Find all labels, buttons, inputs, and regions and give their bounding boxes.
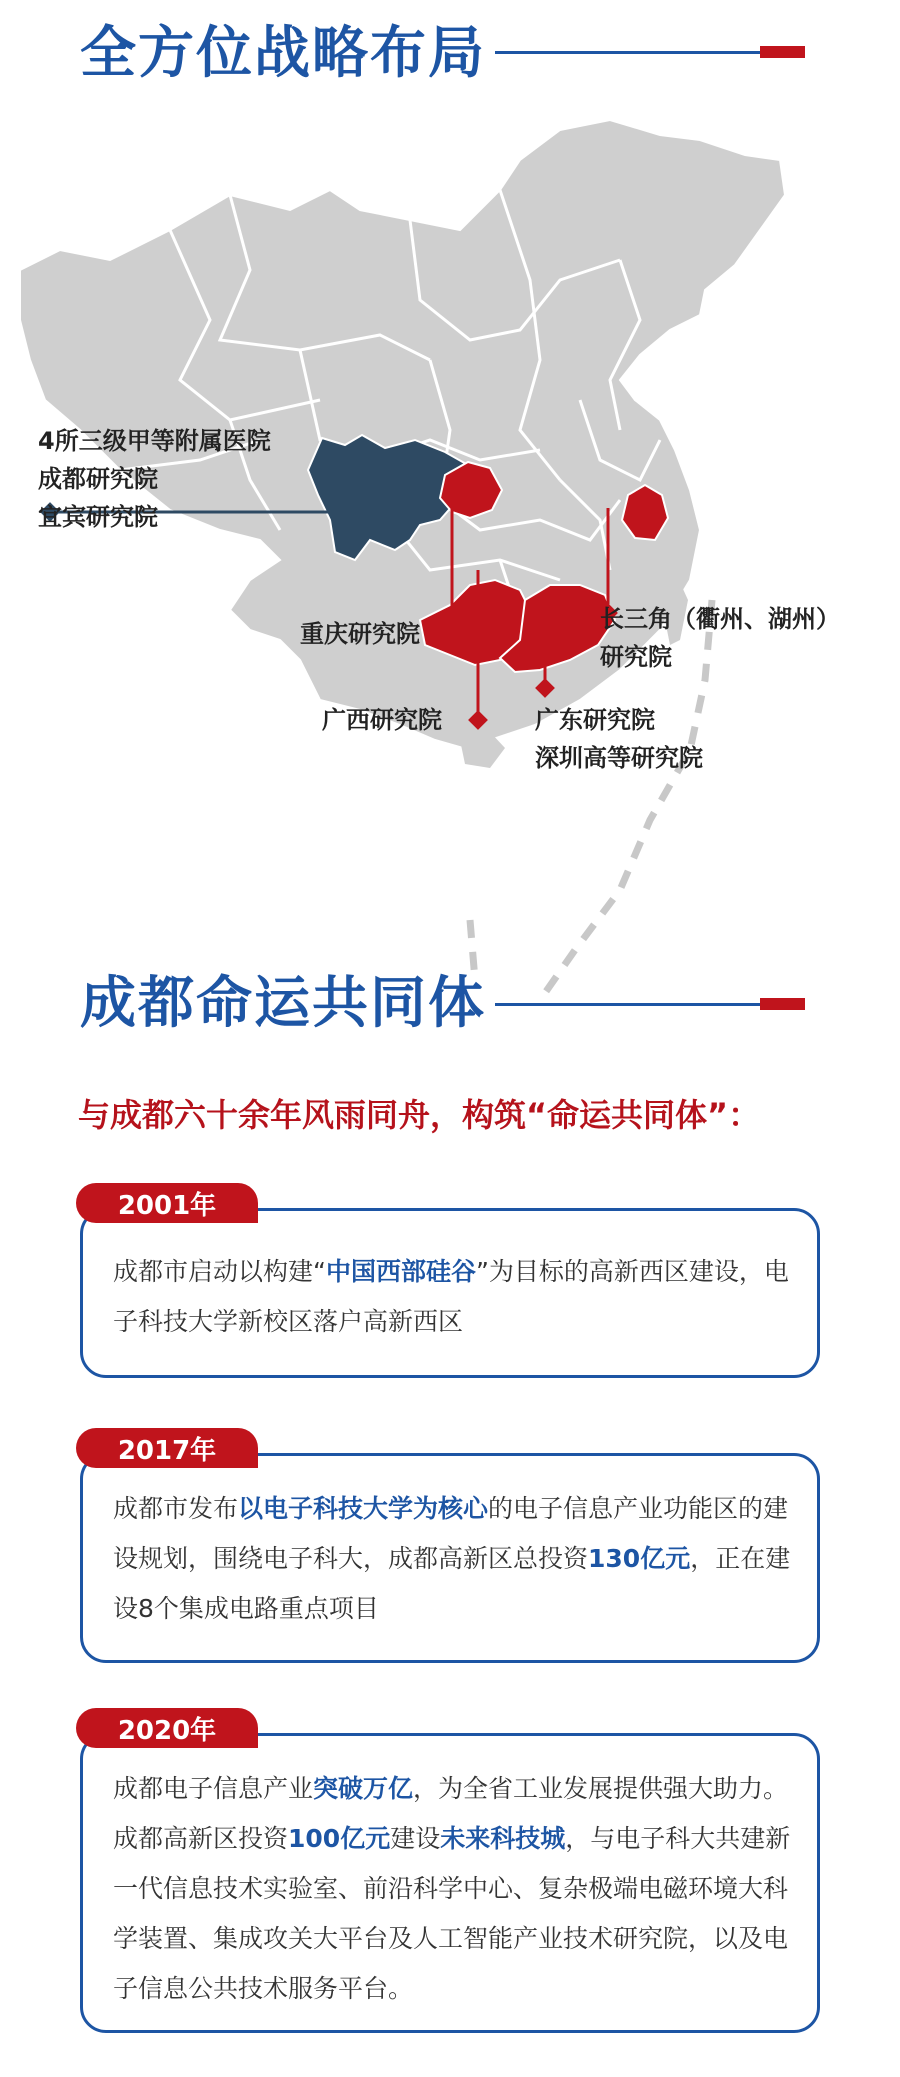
timeline-text-2017	[113, 1484, 791, 1634]
label-guangdong-line2: 深圳高等研究院	[535, 744, 703, 772]
label-guangxi-line1: 广西研究院	[322, 706, 442, 734]
year-tag-2020: 2020年	[76, 1708, 258, 1748]
text-part: ，正在建设8个集成电路重点项目	[113, 1544, 791, 1623]
title-divider-accent-2	[760, 998, 805, 1010]
year-tag-2017: 2017年	[76, 1428, 258, 1468]
title-divider-line-2	[495, 1003, 765, 1006]
china-map-svg	[0, 100, 900, 1000]
timeline-card-2020	[80, 1733, 820, 2033]
timeline-card-2001	[80, 1208, 820, 1378]
label-chengdu	[38, 422, 271, 536]
highlight-part: 以电子科技大学为核心	[238, 1494, 489, 1523]
highlight-part: 100亿元	[288, 1824, 391, 1853]
section-title-community: 成都命运共同体	[80, 971, 486, 1036]
text-part: 成都市发布	[113, 1494, 239, 1523]
label-chongqing	[300, 615, 420, 653]
title-divider-accent	[760, 46, 805, 58]
text-part: ”为目标的高新西区建设，电子科技大学新校区落户高新西区	[113, 1257, 789, 1336]
text-part: 成都市启动以构建“	[113, 1257, 326, 1286]
community-subtitle: 与成都六十余年风雨同舟，构筑“命运共同体”：	[78, 1096, 761, 1134]
label-guangdong	[535, 701, 703, 777]
label-chongqing-line1: 重庆研究院	[300, 620, 420, 648]
china-map	[0, 100, 900, 1000]
highlight-part: 中国西部硅谷	[325, 1257, 476, 1286]
label-yangtze	[600, 600, 840, 676]
label-chengdu-line1: 4所三级甲等附属医院	[38, 427, 271, 455]
text-part: 的电子信息产业功能区的建设规划，围绕电子科大，成都高新区总投资	[113, 1494, 789, 1573]
text-part: ，与电子科大共建新一代信息技术实验室、前沿科学中心、复杂极端电磁环境大科学装置、集成攻关大平台及人工智能产业技术研究院，以及电子信息公共技术服务平台。	[113, 1824, 791, 2003]
label-chengdu-line3: 宜宾研究院	[38, 503, 158, 531]
highlight-part: 130亿元	[588, 1544, 691, 1573]
label-yangtze-line1: 长三角（衢州、湖州）	[600, 605, 840, 633]
label-chengdu-line2: 成都研究院	[38, 465, 158, 493]
label-yangtze-line2: 研究院	[600, 643, 672, 671]
text-part: 成都电子信息产业	[113, 1774, 314, 1803]
text-part: ，为全省工业发展提供强大助力。成都高新区投资	[113, 1774, 789, 1853]
highlight-part: 未来科技城	[440, 1824, 566, 1853]
highlight-part: 突破万亿	[313, 1774, 414, 1803]
label-guangxi	[322, 701, 442, 739]
timeline-text-2020	[113, 1764, 791, 2014]
label-guangdong-line1: 广东研究院	[535, 706, 655, 734]
section-title-strategy: 全方位战略布局	[80, 21, 486, 86]
timeline-text-2001	[113, 1247, 791, 1347]
text-part: 建设	[390, 1824, 441, 1853]
timeline-card-2017	[80, 1453, 820, 1663]
title-divider-line	[495, 51, 765, 54]
year-tag-2001: 2001年	[76, 1183, 258, 1223]
